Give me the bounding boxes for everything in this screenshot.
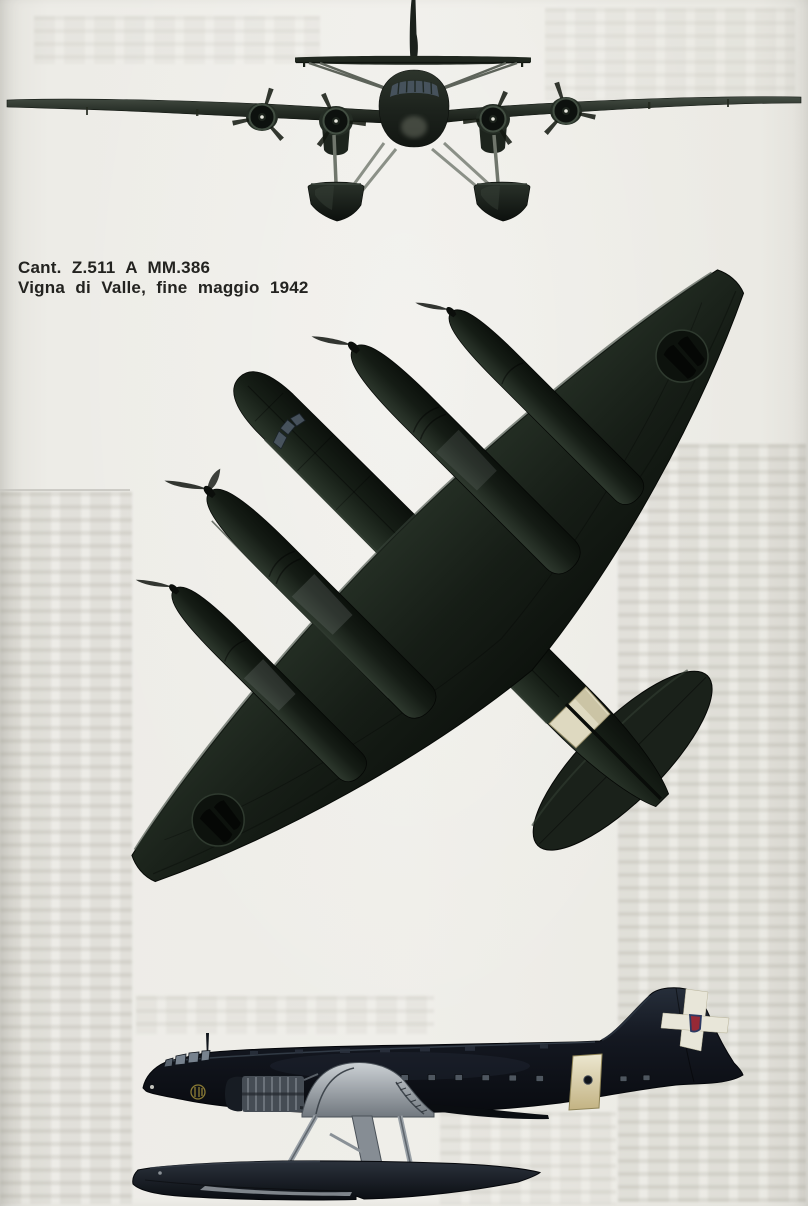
side-view-illustration: [0, 956, 808, 1206]
front-tail-mast: [410, 0, 418, 58]
prop-hub-dot: [334, 119, 338, 123]
front-float-right: [474, 182, 530, 221]
mooring-dot: [158, 1171, 162, 1175]
front-float-left: [308, 182, 364, 221]
savoy-shield: [690, 1015, 701, 1032]
prop-hub-dot: [491, 117, 495, 121]
porthole: [584, 1076, 592, 1084]
wing-tick: [648, 102, 650, 109]
top-view-illustration: [0, 242, 808, 954]
caption-line-1: Cant. Z.511 A MM.386: [18, 258, 211, 277]
fuselage-sheen: [270, 1052, 530, 1080]
wing-tick: [727, 99, 729, 107]
side-float-struts: [290, 1116, 410, 1164]
nose-emblem: [191, 1085, 205, 1099]
prop-hub-dot: [564, 109, 568, 113]
wing-tick: [86, 107, 88, 115]
caption-line-2: Vigna di Valle, fine maggio 1942: [18, 277, 309, 297]
nose-light: [150, 1085, 154, 1089]
side-white-band: [569, 1054, 602, 1110]
front-view-illustration: [0, 0, 808, 240]
prop-hub-dot: [260, 115, 264, 119]
side-float: [133, 1161, 540, 1200]
wing-tick: [196, 109, 198, 116]
front-fuselage: [379, 70, 449, 147]
nose-highlight: [401, 116, 427, 138]
front-tailplane: [295, 56, 531, 67]
